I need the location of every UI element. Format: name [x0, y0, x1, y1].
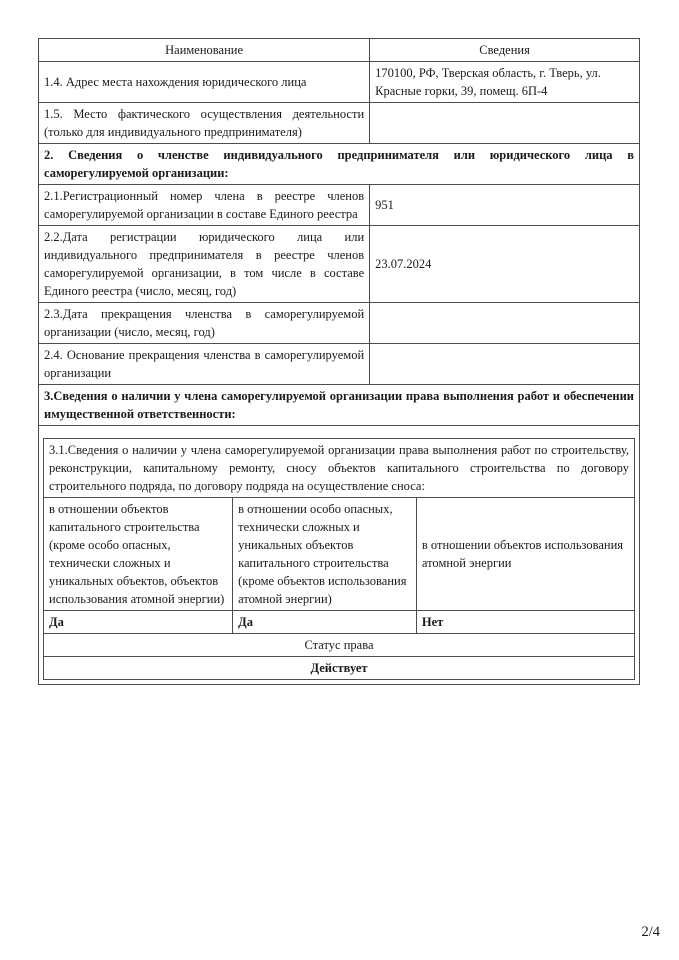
row-2-4-value: [370, 344, 640, 385]
table-row-1-5: [39, 103, 640, 144]
subsection-3-1-table: [43, 438, 635, 680]
section-2-title: 2. Сведения о членстве индивидуального предпринимателя или юридического лица в саморегулируемой организации:: [39, 144, 640, 185]
column-header-name: Наименование: [39, 39, 370, 62]
object-category-header-2: в отношении особо опасных, технически сложных и уникальных объектов капитального строительства (кроме объектов использования атомной энергии): [233, 498, 417, 611]
subsection-3-1-intro: 3.1.Сведения о наличии у члена саморегулируемой организации права выполнения работ по строительству, реконструкции, капитальному ремонту, сносу объектов капитального строительства по договору строительного подряда, по договору подряда на осуществление сноса:: [44, 439, 635, 498]
table-row-2-1: [39, 185, 640, 226]
section-3-header-row: [39, 385, 640, 426]
status-value-row: [44, 657, 635, 680]
section-3-title: 3.Сведения о наличии у члена саморегулируемой организации права выполнения работ и обеспечении имущественной ответственности:: [39, 385, 640, 426]
status-value: Действует: [44, 657, 635, 680]
right-values-row: [44, 611, 635, 634]
object-category-header-3: в отношении объектов использования атомной энергии: [416, 498, 634, 611]
page-number: 2/4: [641, 924, 660, 940]
table-row-2-2: [39, 226, 640, 303]
row-2-3-label: 2.3.Дата прекращения членства в саморегулируемой организации (число, месяц, год): [39, 303, 370, 344]
status-label: Статус права: [44, 634, 635, 657]
subsection-3-1-container: [39, 426, 640, 685]
status-label-row: [44, 634, 635, 657]
row-1-4-value: 170100, РФ, Тверская область, г. Тверь, ул. Красные горки, 39, помещ. 6П-4: [370, 62, 640, 103]
row-2-1-value: 951: [370, 185, 640, 226]
table-row-2-4: [39, 344, 640, 385]
row-1-5-label: 1.5. Место фактического осуществления деятельности (только для индивидуального предпринимателя): [39, 103, 370, 144]
right-value-1: Да: [44, 611, 233, 634]
row-1-5-value: [370, 103, 640, 144]
right-value-2: Да: [233, 611, 417, 634]
subsection-3-1-container-row: [39, 426, 640, 685]
column-header-value: Сведения: [370, 39, 640, 62]
row-1-4-label: 1.4. Адрес места нахождения юридического лица: [39, 62, 370, 103]
object-category-header-1: в отношении объектов капитального строительства (кроме особо опасных, технически сложных и уникальных объектов, объектов использования атомной энергии): [44, 498, 233, 611]
row-2-1-label: 2.1.Регистрационный номер члена в реестре членов саморегулируемой организации в составе Единого реестра: [39, 185, 370, 226]
section-2-header-row: [39, 144, 640, 185]
row-2-3-value: [370, 303, 640, 344]
info-table: [38, 38, 640, 685]
object-category-header-row: [44, 498, 635, 611]
table-row-2-3: [39, 303, 640, 344]
row-2-4-label: 2.4. Основание прекращения членства в саморегулируемой организации: [39, 344, 370, 385]
right-value-3: Нет: [416, 611, 634, 634]
row-2-2-value: 23.07.2024: [370, 226, 640, 303]
table-header-row: [39, 39, 640, 62]
row-2-2-label: 2.2.Дата регистрации юридического лица или индивидуального предпринимателя в реестре членов саморегулируемой организации, в том числе в составе Единого реестра (число, месяц, год): [39, 226, 370, 303]
subsection-3-1-intro-row: [44, 439, 635, 498]
table-row-1-4: [39, 62, 640, 103]
